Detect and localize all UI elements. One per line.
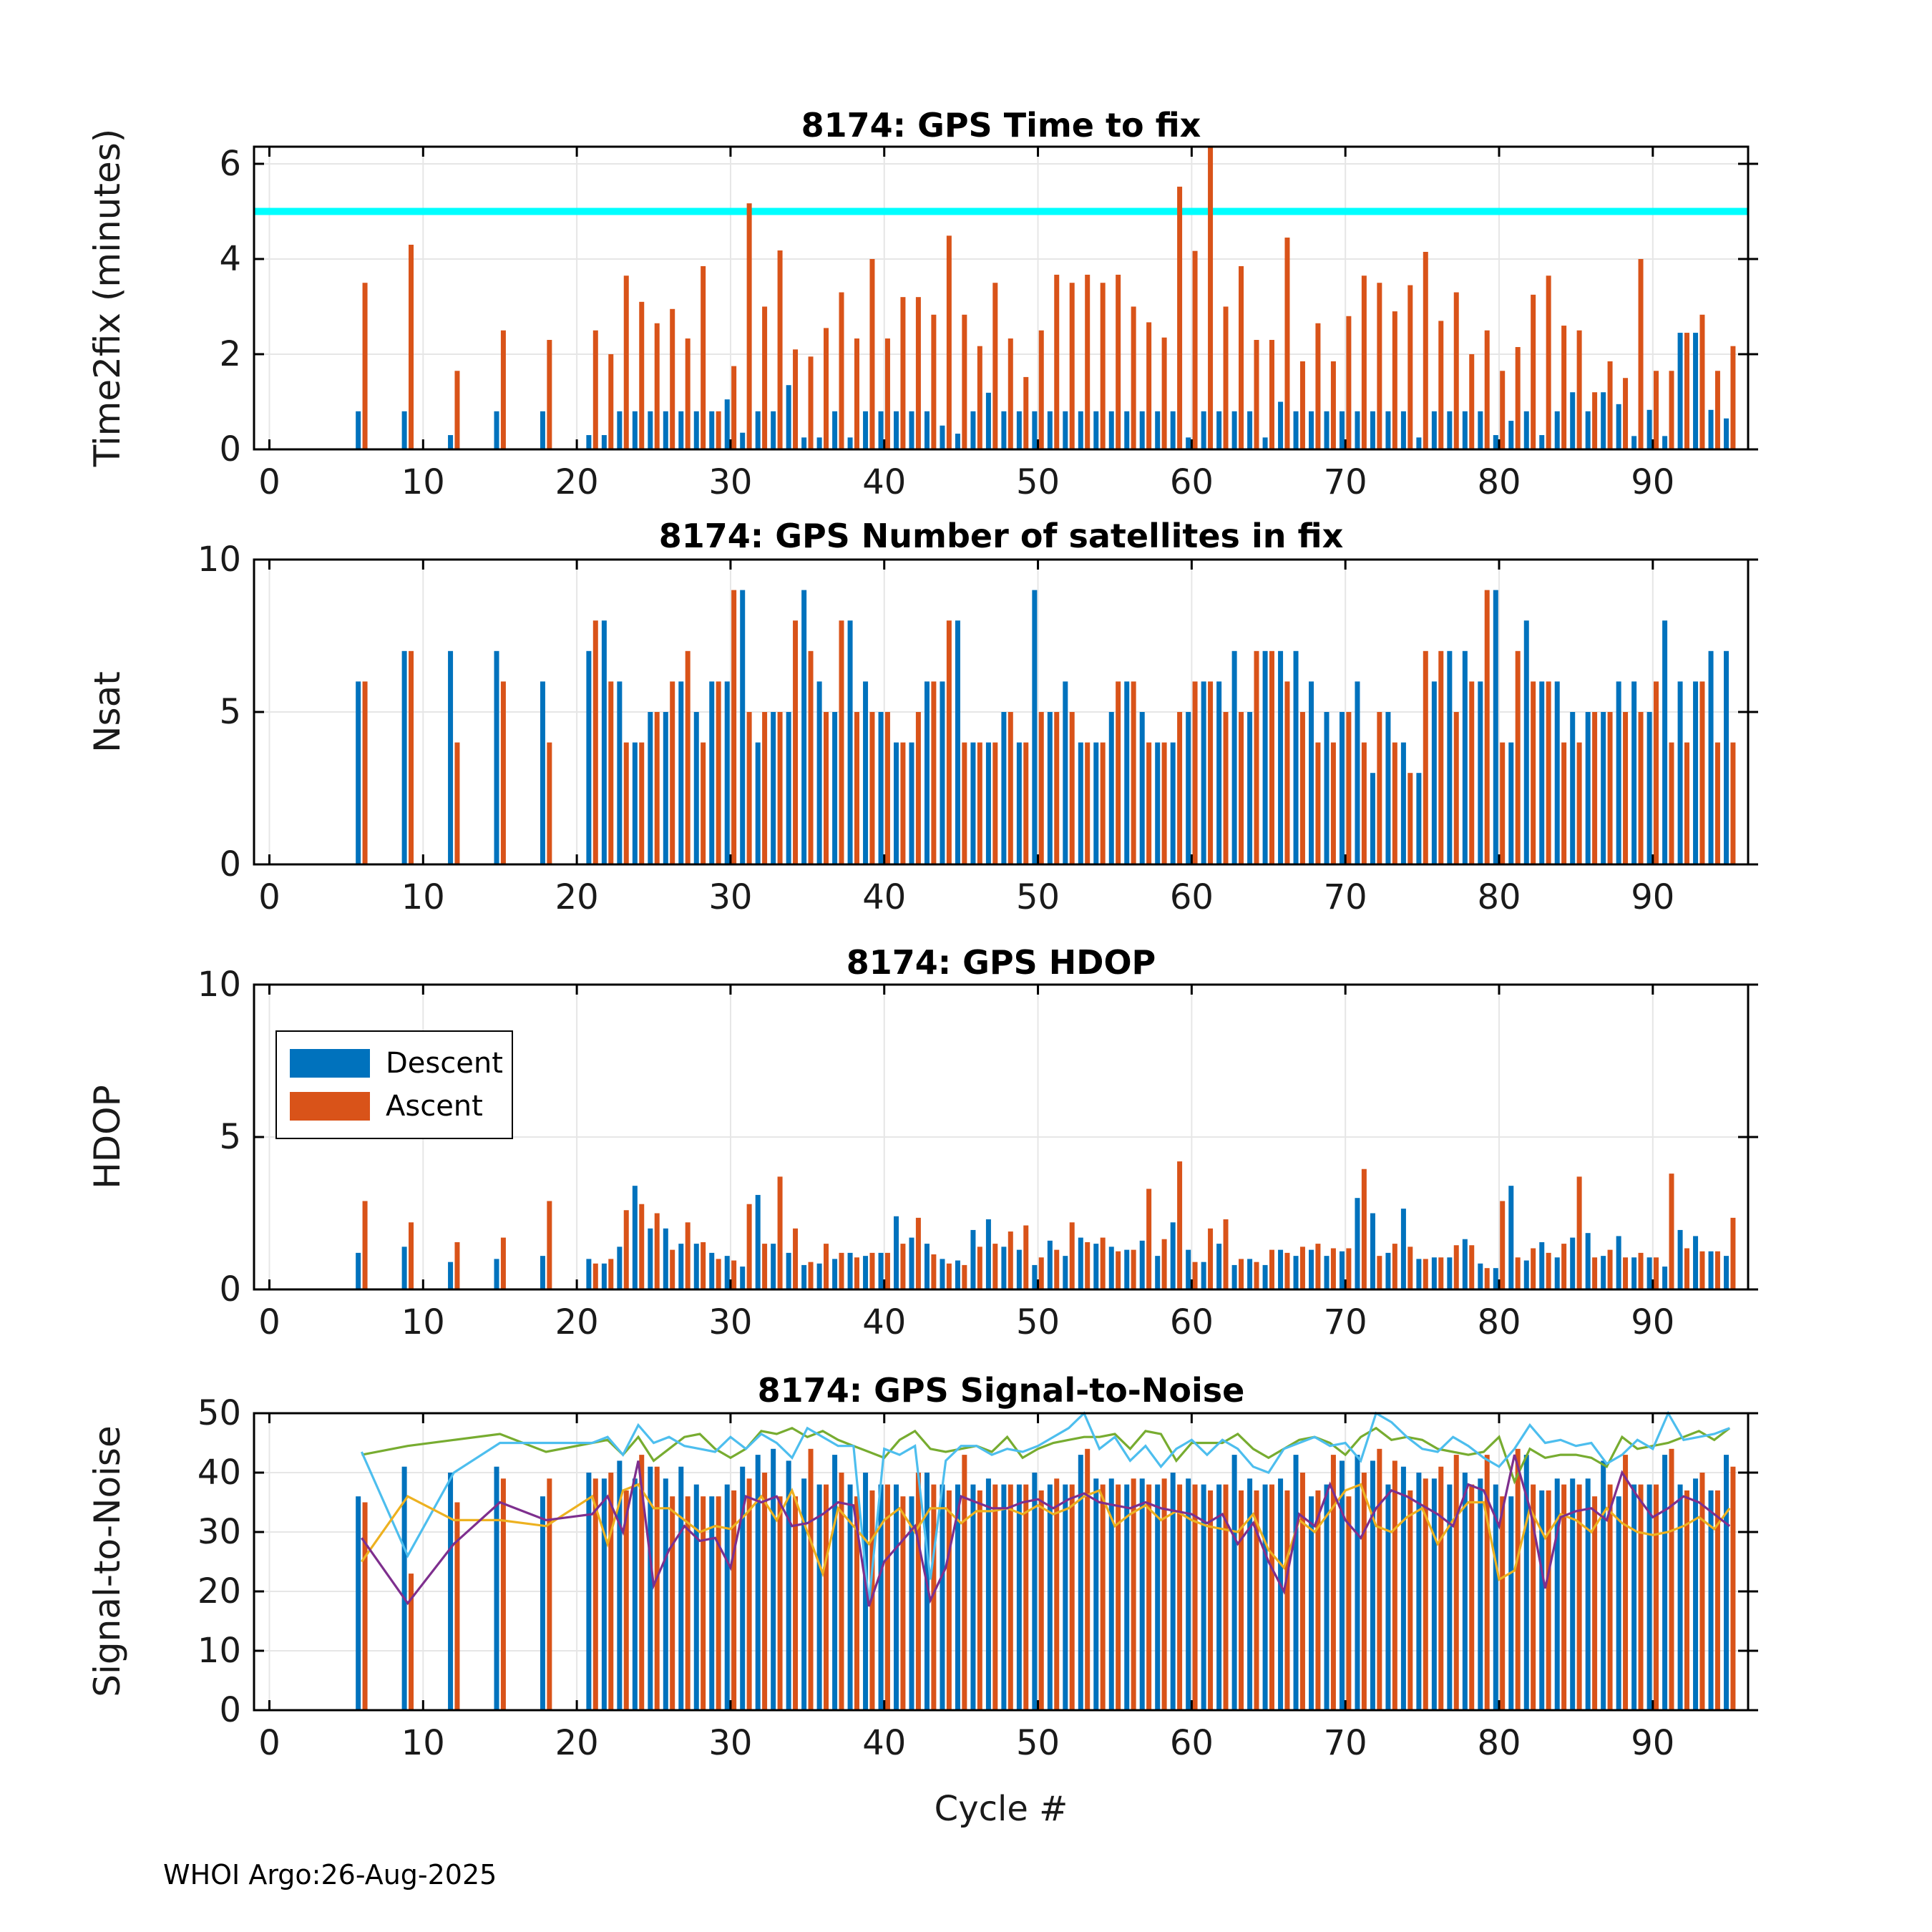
svg-text:40: 40 [862, 877, 907, 917]
svg-text:0: 0 [219, 844, 241, 884]
svg-text:90: 90 [1631, 1723, 1675, 1763]
svg-text:0: 0 [219, 1269, 241, 1309]
svg-text:20: 20 [197, 1571, 241, 1611]
svg-text:0: 0 [258, 877, 280, 917]
svg-text:6: 6 [219, 143, 241, 184]
legend-row-descent [277, 1047, 512, 1080]
svg-text:0: 0 [258, 1302, 280, 1342]
svg-text:40: 40 [862, 1302, 907, 1342]
grid-lines [254, 147, 1748, 449]
svg-text:70: 70 [1323, 1723, 1367, 1763]
plot4 [197, 1393, 1758, 1763]
svg-text:80: 80 [1477, 1302, 1521, 1342]
svg-text:70: 70 [1323, 462, 1367, 502]
svg-text:30: 30 [708, 877, 753, 917]
svg-text:10: 10 [401, 877, 445, 917]
plot3-ylabel: HDOP [87, 1085, 128, 1189]
plot4-title: 8174: GPS Signal-to-Noise [757, 1371, 1245, 1410]
svg-text:5: 5 [219, 1117, 241, 1157]
plot2-title: 8174: GPS Number of satellites in fix [658, 517, 1344, 555]
plot2 [197, 540, 1758, 917]
svg-text:0: 0 [258, 462, 280, 502]
svg-text:30: 30 [197, 1512, 241, 1552]
svg-text:2: 2 [219, 333, 241, 374]
svg-text:50: 50 [1016, 877, 1060, 917]
svg-text:30: 30 [708, 462, 753, 502]
svg-text:90: 90 [1631, 877, 1675, 917]
plot3-title: 8174: GPS HDOP [846, 943, 1156, 982]
descent-color-swatch [290, 1049, 370, 1078]
svg-text:50: 50 [1016, 1302, 1060, 1342]
svg-text:60: 60 [1169, 462, 1214, 502]
svg-text:40: 40 [862, 1723, 907, 1763]
svg-text:30: 30 [708, 1302, 753, 1342]
plot2-ylabel: Nsat [87, 671, 128, 753]
svg-text:10: 10 [401, 1723, 445, 1763]
svg-text:80: 80 [1477, 462, 1521, 502]
svg-text:5: 5 [219, 692, 241, 732]
figure-footer: WHOI Argo:26-Aug-2025 [163, 1859, 497, 1890]
plot4-ylabel: Signal-to-Noise [87, 1425, 128, 1697]
svg-text:0: 0 [219, 429, 241, 469]
svg-text:60: 60 [1169, 1302, 1214, 1342]
svg-text:90: 90 [1631, 1302, 1675, 1342]
svg-text:10: 10 [197, 965, 241, 1005]
svg-text:50: 50 [197, 1393, 241, 1433]
svg-text:30: 30 [708, 1723, 753, 1763]
svg-text:10: 10 [197, 540, 241, 580]
x-axis-label: Cycle # [934, 1789, 1068, 1829]
svg-text:40: 40 [862, 462, 907, 502]
svg-text:10: 10 [401, 462, 445, 502]
svg-text:70: 70 [1323, 1302, 1367, 1342]
svg-text:4: 4 [219, 238, 241, 279]
bars-ascent [363, 147, 1736, 449]
svg-text:50: 50 [1016, 1723, 1060, 1763]
svg-text:0: 0 [258, 1723, 280, 1763]
svg-text:10: 10 [401, 1302, 445, 1342]
svg-text:10: 10 [197, 1631, 241, 1671]
ascent-color-swatch [290, 1092, 370, 1121]
svg-text:60: 60 [1169, 1723, 1214, 1763]
plot1-title: 8174: GPS Time to fix [801, 106, 1201, 145]
legend-label-ascent: Ascent [386, 1090, 483, 1123]
svg-text:20: 20 [555, 877, 599, 917]
plot1 [219, 144, 1758, 502]
svg-text:60: 60 [1169, 877, 1214, 917]
legend-row-ascent [277, 1090, 512, 1123]
legend-box [275, 1030, 513, 1139]
svg-text:0: 0 [219, 1690, 241, 1730]
svg-text:20: 20 [555, 462, 599, 502]
svg-text:80: 80 [1477, 1723, 1521, 1763]
legend-label-descent: Descent [386, 1046, 503, 1080]
svg-text:70: 70 [1323, 877, 1367, 917]
svg-text:50: 50 [1016, 462, 1060, 502]
svg-text:40: 40 [197, 1453, 241, 1493]
svg-text:80: 80 [1477, 877, 1521, 917]
plot3 [197, 965, 1758, 1342]
svg-text:20: 20 [555, 1302, 599, 1342]
plot1-ylabel: Time2fix (minutes) [87, 128, 128, 467]
svg-text:90: 90 [1631, 462, 1675, 502]
svg-text:20: 20 [555, 1723, 599, 1763]
